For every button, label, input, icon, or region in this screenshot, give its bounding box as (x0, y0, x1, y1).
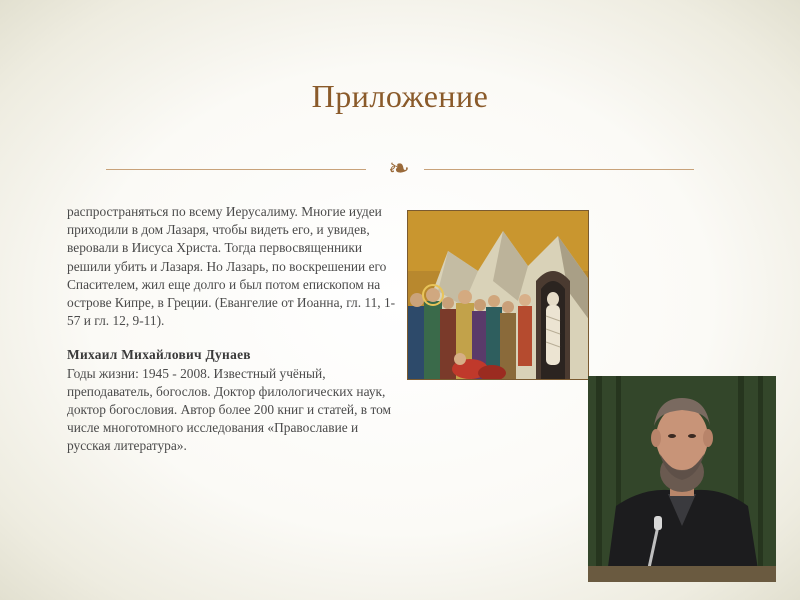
divider-line-right (424, 169, 694, 170)
raising-of-lazarus-image (407, 210, 589, 380)
divider-line-left (106, 169, 366, 170)
slide-title: Приложение (311, 78, 489, 114)
body-text (67, 203, 397, 456)
title-divider (100, 154, 700, 184)
author-bio: Годы жизни: 1945 - 2008. Известный учёный, преподаватель, богослов. Доктор филологических наук, доктор богословия. Автор более 200 книг и статей, в том числе многотомного исследования «Православие и русская литература». (67, 365, 392, 454)
author-name-text: Михаил Михайлович Дунаев (67, 347, 251, 363)
author-photo (588, 376, 776, 582)
author-name (67, 346, 397, 364)
paragraph-lazarus: распространяться по всему Иерусалиму. Многие иудеи приходили в дом Лазаря, чтобы видеть его, и увидев, веровали в Иисуса Христа. Тогда первосвященники решили убить и Лазаря. Но Лазарь, по воскрешении его Спасителем, жил еще долго и был потом епископом на острове Кипре, в Греции. (Евангелие от Иоанна, гл. 11, 1-57 и гл. 12, 9-11). (67, 204, 396, 329)
fleuron-icon: ❧ (388, 154, 410, 184)
